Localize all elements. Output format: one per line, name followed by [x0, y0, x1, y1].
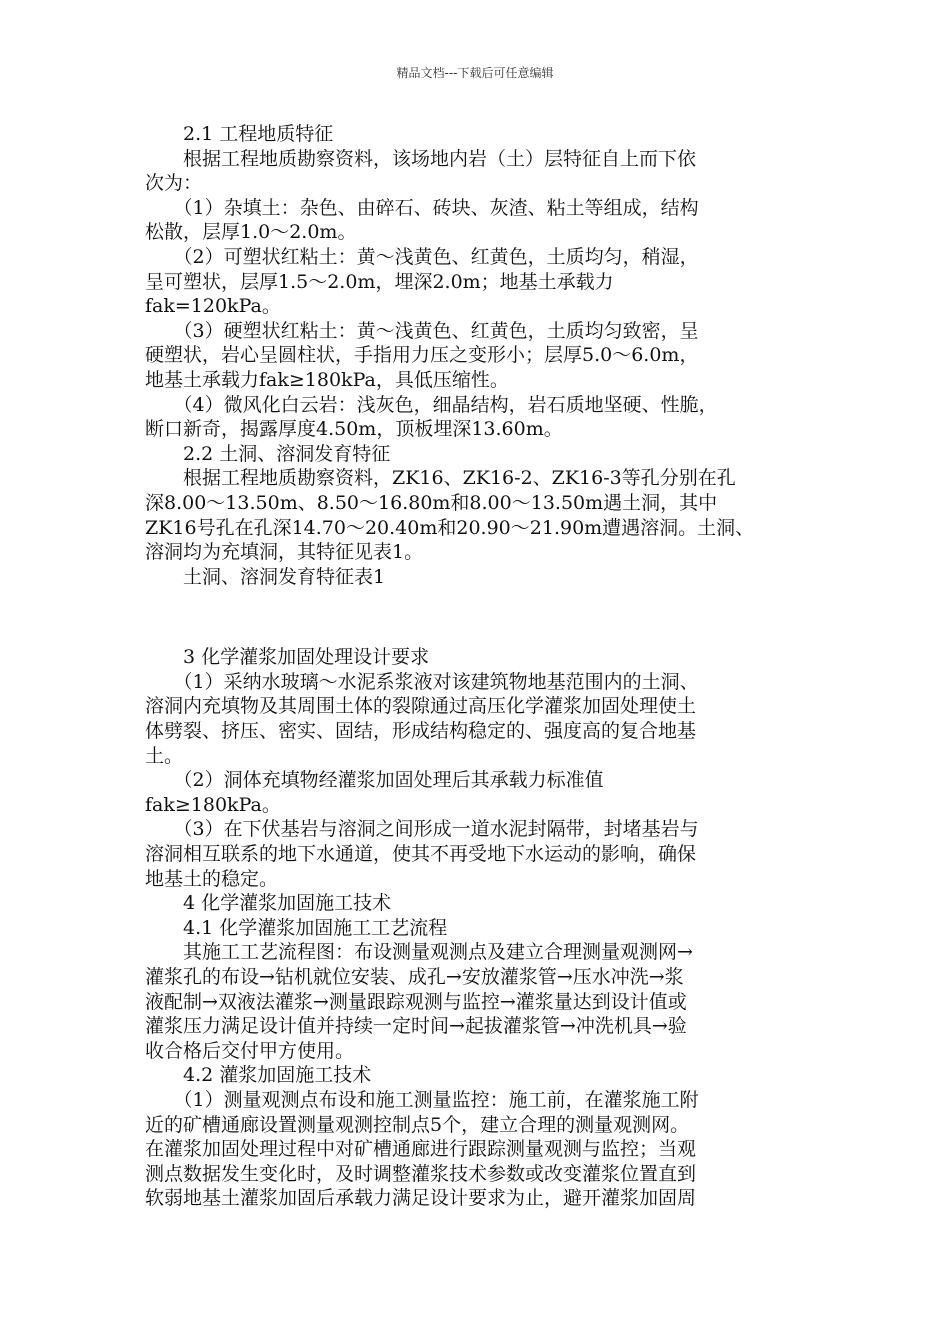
text-line: 液配制→双液法灌浆→测量跟踪观测与监控→灌浆量达到设计值或	[145, 990, 687, 1013]
blank-gap	[145, 589, 815, 645]
text-line: （1）杂填土：杂色、由碎石、砖块、灰渣、粘土等组成，结构	[145, 196, 699, 219]
text-line: fak=120kPa。	[145, 295, 281, 318]
text-line: 灌浆孔的布设→钻机就位安装、成孔→安放灌浆管→压水冲洗→浆	[145, 966, 684, 988]
text-line: 溶洞相互联系的地下水通道，使其不再受地下水运动的影响，确保	[145, 843, 697, 866]
page-header: 精品文档---下载后可任意编辑	[396, 66, 554, 80]
text-line: 灌浆压力满足设计值并持续一定时间→起拔灌浆管→冲洗机具→验	[145, 1015, 687, 1038]
text-line: 体劈裂、挤压、密实、固结，形成结构稳定的、强度高的复合地基	[145, 720, 697, 743]
text-line: 3 化学灌浆加固处理设计要求	[145, 646, 430, 669]
text-line: 地基土的稳定。	[145, 867, 279, 890]
text-line: fak≥180kPa。	[145, 793, 281, 816]
text-line: （2）可塑状红粘土：黄～浅黄色、红黄色，土质均匀，稍湿，	[145, 245, 699, 268]
text-line: 土。	[145, 744, 184, 767]
text-line: 其施工工艺流程图：布设测量观测点及建立合理测量观测网→	[145, 941, 693, 964]
text-line: 在灌浆加固处理过程中对矿槽通廊进行跟踪测量观测与监控；当观	[145, 1138, 697, 1161]
text-block-geology	[145, 122, 815, 589]
text-line: 呈可塑状，层厚1.5～2.0m，埋深2.0m；地基土承载力	[145, 270, 614, 293]
document-body	[145, 122, 815, 1211]
text-block-grouting	[145, 645, 815, 1211]
text-line: （3）硬塑状红粘土：黄～浅黄色、红黄色，土质均匀致密，呈	[145, 319, 699, 342]
text-line: 近的矿槽通廊设置测量观测控制点5个，建立合理的测量观测网。	[145, 1113, 690, 1136]
text-line: ZK16号孔在孔深14.70～20.40m和20.90～21.90m遭遇溶洞。土洞、	[145, 516, 755, 539]
text-line: （2）洞体充填物经灌浆加固处理后其承载力标准值	[145, 769, 604, 792]
text-line: （1）测量观测点布设和施工测量监控：施工前，在灌浆施工附	[145, 1088, 699, 1111]
text-line: 测点数据发生变化时，及时调整灌浆技术参数或改变灌浆位置直到	[145, 1162, 697, 1185]
text-line: 根据工程地质勘察资料，该场地内岩（土）层特征自上而下依	[145, 147, 697, 170]
text-line: 软弱地基土灌浆加固后承载力满足设计要求为止，避开灌浆加固周	[145, 1187, 697, 1210]
text-line: 次为：	[145, 172, 203, 195]
text-line: 地基土承载力fak≥180kPa，具低压缩性。	[145, 368, 509, 391]
text-line: 4 化学灌浆加固施工技术	[145, 892, 392, 915]
text-line: 4.2 灌浆加固施工技术	[145, 1064, 372, 1087]
text-line: 土洞、溶洞发育特征表1	[145, 565, 386, 588]
text-line: 断口新奇，揭露厚度4.50m，顶板埋深13.60m。	[145, 418, 563, 441]
text-line: 2.2 土洞、溶洞发育特征	[145, 442, 391, 465]
text-line: 硬塑状，岩心呈圆柱状，手指用力压之变形小；层厚5.0～6.0m，	[145, 344, 699, 367]
text-line: 溶洞内充填物及其周围土体的裂隙通过高压化学灌浆加固处理使土	[145, 695, 697, 718]
text-line: （4）微风化白云岩：浅灰色，细晶结构，岩石质地坚硬、性脆，	[145, 393, 718, 416]
text-line: 溶洞均为充填洞，其特征见表1。	[145, 541, 424, 564]
text-line: 收合格后交付甲方使用。	[145, 1039, 355, 1062]
text-line: 4.1 化学灌浆加固施工工艺流程	[145, 916, 448, 939]
text-line: （3）在下伏基岩与溶洞之间形成一道水泥封隔带，封堵基岩与	[145, 818, 699, 841]
text-line: （1）采纳水玻璃～水泥系浆液对该建筑物地基范围内的土洞、	[145, 670, 699, 693]
text-line: 2.1 工程地质特征	[145, 123, 334, 145]
text-line: 深8.00～13.50m、8.50～16.80m和8.00～13.50m遇土洞，其中	[145, 491, 718, 514]
text-line: 根据工程地质勘察资料，ZK16、ZK16-2、ZK16-3等孔分别在孔	[145, 467, 736, 490]
text-line: 松散，层厚1.0～2.0m。	[145, 221, 357, 244]
